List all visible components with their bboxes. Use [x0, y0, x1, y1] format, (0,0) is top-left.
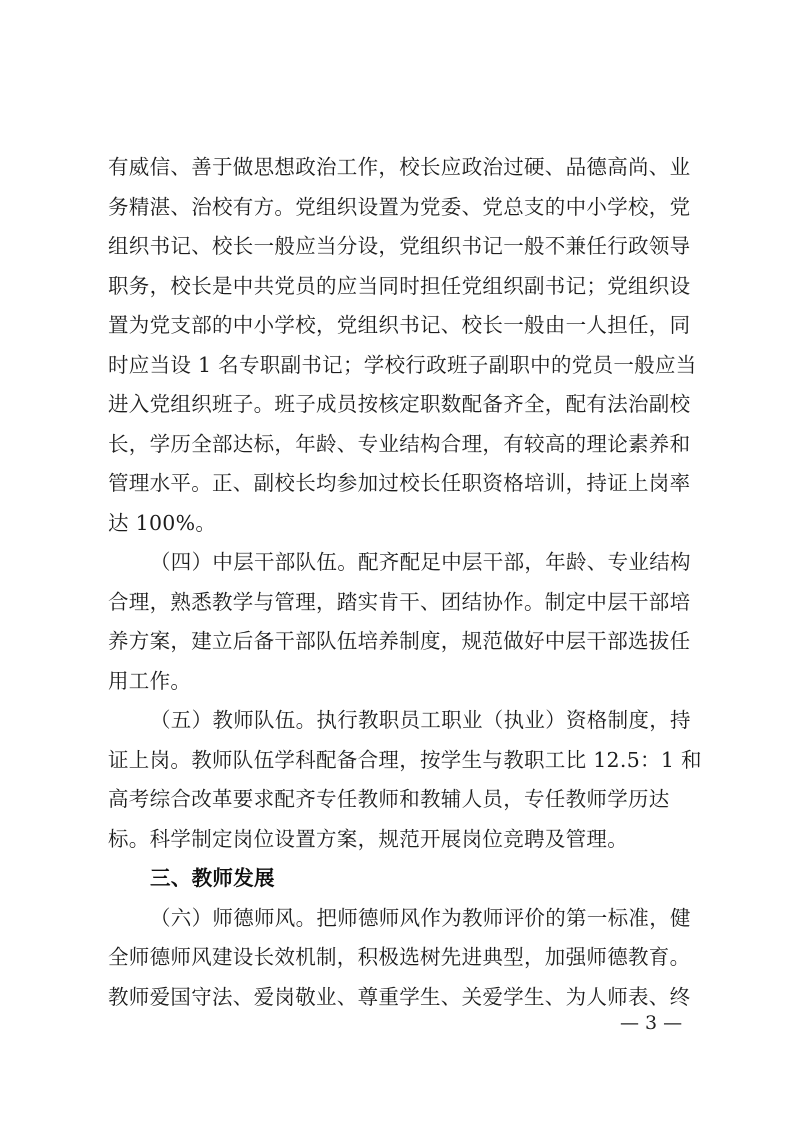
- text-line: 全师德师风建设长效机制，积极选树先进典型，加强师德教育。: [108, 945, 691, 969]
- text-line: 达 100%。: [108, 510, 217, 535]
- text-line: 职务，校长是中共党员的应当同时担任党组织副书记；党组织设: [108, 273, 691, 298]
- text-line: 置为党支部的中小学校，党组织书记、校长一般由一人担任，同: [108, 313, 691, 337]
- text-line: 组织书记、校长一般应当分设，党组织书记一般不兼任行政领导: [108, 234, 691, 258]
- text-line: 合理，熟悉教学与管理，踏实肯干、团结协作。制定中层干部培: [108, 589, 691, 614]
- text-line: 用工作。: [108, 668, 192, 693]
- text-line: 管理水平。正、副校长均参加过校长任职资格培训，持证上岗率: [108, 471, 691, 495]
- text-line: 高考综合改革要求配齐专任教师和教辅人员，专任教师学历达: [108, 787, 670, 811]
- text-line: 养方案，建立后备干部队伍培养制度，规范做好中层干部选拔任: [108, 629, 691, 653]
- text-line: 标。科学制定岗位设置方案，规范开展岗位竞聘及管理。: [108, 826, 628, 851]
- paragraph-start-line: （五）教师队伍。执行教职员工职业（执业）资格制度，持: [150, 708, 691, 732]
- text-line: 长，学历全部达标，年龄、专业结构合理，有较高的理论素养和: [108, 431, 691, 456]
- body-text: [108, 148, 704, 1017]
- paragraph-start-line: （六）师德师风。把师德师风作为教师评价的第一标准，健: [150, 905, 691, 930]
- paragraph-start-line: （四）中层干部队伍。配齐配足中层干部，年龄、专业结构: [150, 550, 691, 574]
- text-line: 进入党组织班子。班子成员按核定职数配备齐全，配有法治副校: [108, 392, 691, 416]
- text-line: 证上岗。教师队伍学科配备合理，按学生与教职工比 12.5：1 和: [108, 747, 702, 772]
- section-heading: 三、教师发展: [150, 866, 275, 890]
- page-number: — 3 —: [620, 1012, 683, 1034]
- text-line: 教师爱国守法、爱岗敬业、尊重学生、关爱学生、为人师表、终: [108, 984, 691, 1009]
- text-line: 有威信、善于做思想政治工作，校长应政治过硬、品德高尚、业: [108, 155, 691, 179]
- text-line: 务精湛、治校有方。党组织设置为党委、党总支的中小学校，党: [108, 194, 691, 219]
- text-line: 时应当设 1 名专职副书记；学校行政班子副职中的党员一般应当: [108, 352, 697, 377]
